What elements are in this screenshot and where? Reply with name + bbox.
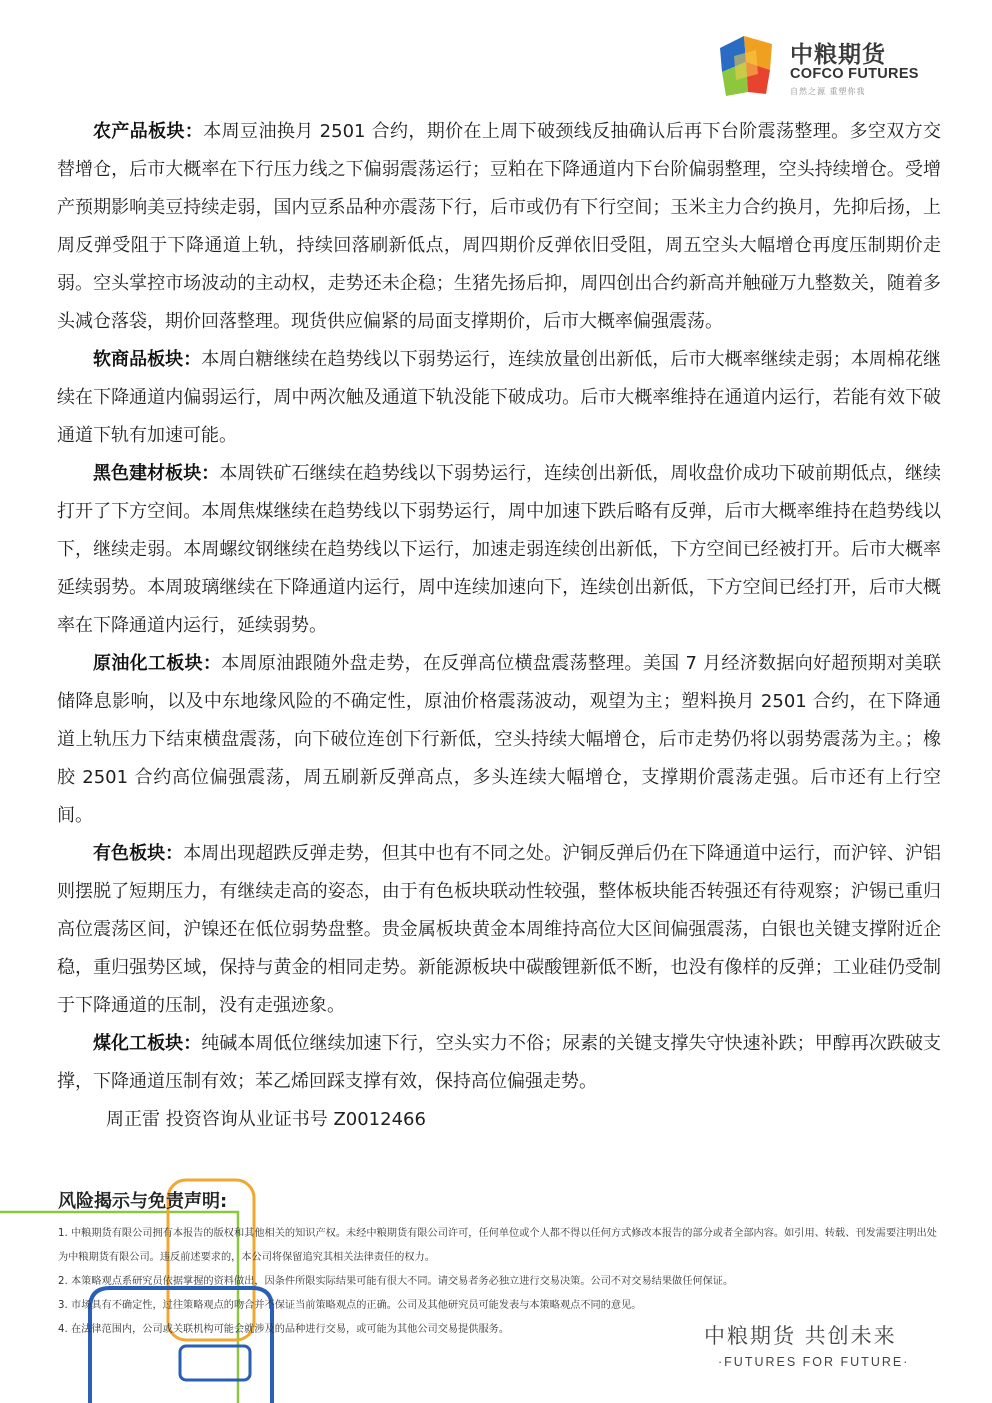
section-crude-chemicals [57,645,941,835]
disclaimer-item: 4. 在法律范围内，公司或关联机构可能会就涉及的品种进行交易，或可能为其他公司交易提供服务。 [58,1324,510,1335]
section-heading: 软商品板块： [93,349,202,370]
section-soft-commodities [57,341,941,455]
disclaimer-item: 1. 中粮期货有限公司拥有本报告的版权和其他相关的知识产权。未经中粮期货有限公司许可，任何单位或个人都不得以任何方式修改本报告的部分或者全部内容。如引用、转载、刊发需要注明出处为中粮期货有限公司。违反前述要求的，本公司将保留追究其相关法律责任的权力。 [58,1228,937,1263]
disclaimer-item: 2. 本策略观点系研究员依据掌握的资料做出，因条件所限实际结果可能有很大不同。请交易者务必独立进行交易决策。公司不对交易结果做任何保证。 [58,1276,734,1287]
logo-name-cn: 中粮期货 [790,42,886,68]
section-text: 本周铁矿石继续在趋势线以下弱势运行，连续创出新低，周收盘价成功下破前期低点，继续打开了下方空间。本周焦煤继续在趋势线以下弱势运行，周中加速下跌后略有反弹，后市大概率维持在趋势线以下，继续走弱。本周螺纹钢继续在趋势线以下运行，加速走弱连续创出新低，下方空间已经被打开。后市大概率延续弱势。本周玻璃继续在下降通道内运行，周中连续加速向下，连续创出新低，下方空间已经打开，后市大概率在下降通道内运行，延续弱势。 [57,463,942,636]
section-ferrous [57,455,941,645]
section-text: 本周白糖继续在趋势线以下弱势运行，连续放量创出新低，后市大概率继续走弱；本周棉花继续在下降通道内偏弱运行，周中两次触及通道下轨没能下破成功。后市大概率维持在通道内运行，若能有效下破通道下轨有加速可能。 [57,349,942,446]
footer-brand-cn: 中粮期货 共创未来 [704,1324,897,1348]
footer-brand-en: ·FUTURES FOR FUTURE· [718,1355,910,1369]
cofco-logo [710,30,940,100]
section-heading: 黑色建材板块： [93,463,220,484]
section-text: 本周豆油换月 2501 合约，期价在上周下破颈线反抽确认后再下台阶震荡整理。多空双方交替增仓，后市大概率在下行压力线之下偏弱震荡运行；豆粕在下降通道内下台阶偏弱整理，空头持续增仓。受增产预期影响美豆持续走弱，国内豆系品种亦震荡下行，后市或仍有下行空间；玉米主力合约换月，先抑后扬，上周反弹受阻于下降通道上轨，持续回落刷新低点，周四期价反弹依旧受阻，周五空头大幅增仓再度压制期价走弱。空头掌控市场波动的主动权，走势还未企稳；生猪先扬后抑，周四创出合约新高并触碰万九整数关，随着多头减仓落袋，期价回落整理。现货供应偏紧的局面支撑期价，后市大概率偏强震荡。 [57,121,942,332]
section-heading: 有色板块： [93,843,184,864]
section-nonferrous [57,835,941,1025]
section-heading: 原油化工板块： [93,653,222,674]
section-text: 本周出现超跌反弹走势，但其中也有不同之处。沪铜反弹后仍在下降通道中运行，而沪锌、沪铝则摆脱了短期压力，有继续走高的姿态，由于有色板块联动性较强，整体板块能否转强还有待观察；沪锡已重归高位震荡区间，沪镍还在低位弱势盘整。贵金属板块黄金本周维持高位大区间偏强震荡，白银也关键支撑附近企稳，重归强势区域，保持与黄金的相同走势。新能源板块中碳酸锂新低不断，也没有像样的反弹；工业硅仍受制于下降通道的压制，没有走强迹象。 [57,843,941,1016]
section-heading: 煤化工板块： [93,1033,202,1054]
cube-logo-icon [710,30,780,100]
section-heading: 农产品板块： [93,121,204,142]
logo-slogan: 自然之源 重塑你我 [790,87,866,96]
logo-name-en: COFCO FUTURES [790,66,919,82]
section-text: 本周原油跟随外盘走势，在反弹高位横盘震荡整理。美国 7 月经济数据向好超预期对美联储降息影响，以及中东地缘风险的不确定性，原油价格震荡波动，观望为主；塑料换月 2501 合约，在下降通道上轨压力下结束横盘震荡，向下破位连创下行新低，空头持续大幅增仓，后市走势仍将以弱势震荡为主。；橡胶 2501 合约高位偏强震荡，周五刷新反弹高点，多头连续大幅增仓，支撑期价震荡走强。后市还有上行空间。 [57,653,941,826]
disclaimer-item: 3. 市场具有不确定性，过往策略观点的吻合并不保证当前策略观点的正确。公司及其他研究员可能发表与本策略观点不同的意见。 [58,1300,642,1311]
analyst-signature: 周正雷 投资咨询从业证书号 Z0012466 [106,1109,426,1130]
disclaimer-title: 风险揭示与免责声明: [58,1191,228,1212]
report-body [57,113,941,1139]
section-agriculture [57,113,941,341]
section-text: 纯碱本周低位继续加速下行，空头实力不俗；尿素的关键支撑失守快速补跌；甲醇再次跌破支撑，下降通道压制有效；苯乙烯回踩支撑有效，保持高位偏强走势。 [57,1033,942,1092]
section-coal-chemicals [57,1025,941,1101]
